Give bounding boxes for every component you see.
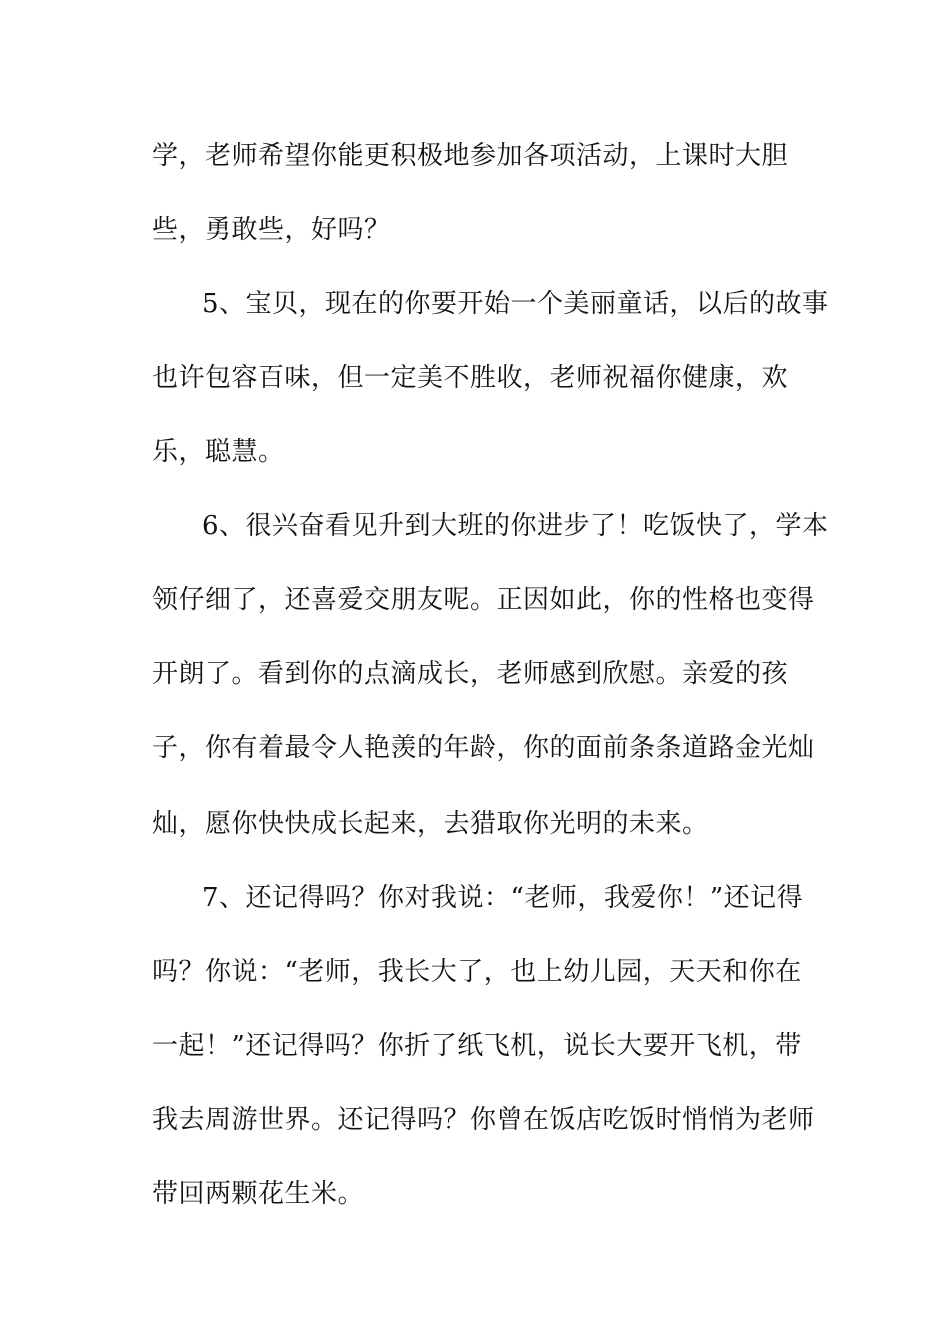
text-line: 开朗了。看到你的点滴成长，老师感到欣慰。亲爱的孩 [152, 659, 789, 689]
text-line: 吗？你说：“老师，我长大了，也上幼儿园，天天和你在 [152, 957, 802, 987]
text-line: 子，你有着最令人艳羡的年龄，你的面前条条道路金光灿 [152, 733, 815, 763]
text-line: 学，老师希望你能更积极地参加各项活动，上课时大胆 [152, 141, 789, 171]
text-line: 灿，愿你快快成长起来，去猎取你光明的未来。 [152, 809, 709, 839]
paragraph-5-start: 5、宝贝，现在的你要开始一个美丽童话，以后的故事 [202, 289, 829, 319]
text-line: 也许包容百味，但一定美不胜收，老师祝福你健康，欢 [152, 363, 789, 393]
text-line: 些，勇敢些，好吗？ [152, 215, 391, 245]
paragraph-7-start: 7、还记得吗？你对我说：“老师，我爱你！”还记得 [202, 883, 804, 913]
text-line: 领仔细了，还喜爱交朋友呢。正因如此，你的性格也变得 [152, 585, 815, 615]
text-line: 一起！”还记得吗？你折了纸飞机，说长大要开飞机，带 [152, 1031, 802, 1061]
paragraph-6-start: 6、很兴奋看见升到大班的你进步了！吃饭快了，学本 [202, 511, 829, 541]
text-line: 带回两颗花生米。 [152, 1179, 365, 1209]
text-line: 我去周游世界。还记得吗？你曾在饭店吃饭时悄悄为老师 [152, 1105, 815, 1135]
text-line: 乐，聪慧。 [152, 437, 285, 467]
